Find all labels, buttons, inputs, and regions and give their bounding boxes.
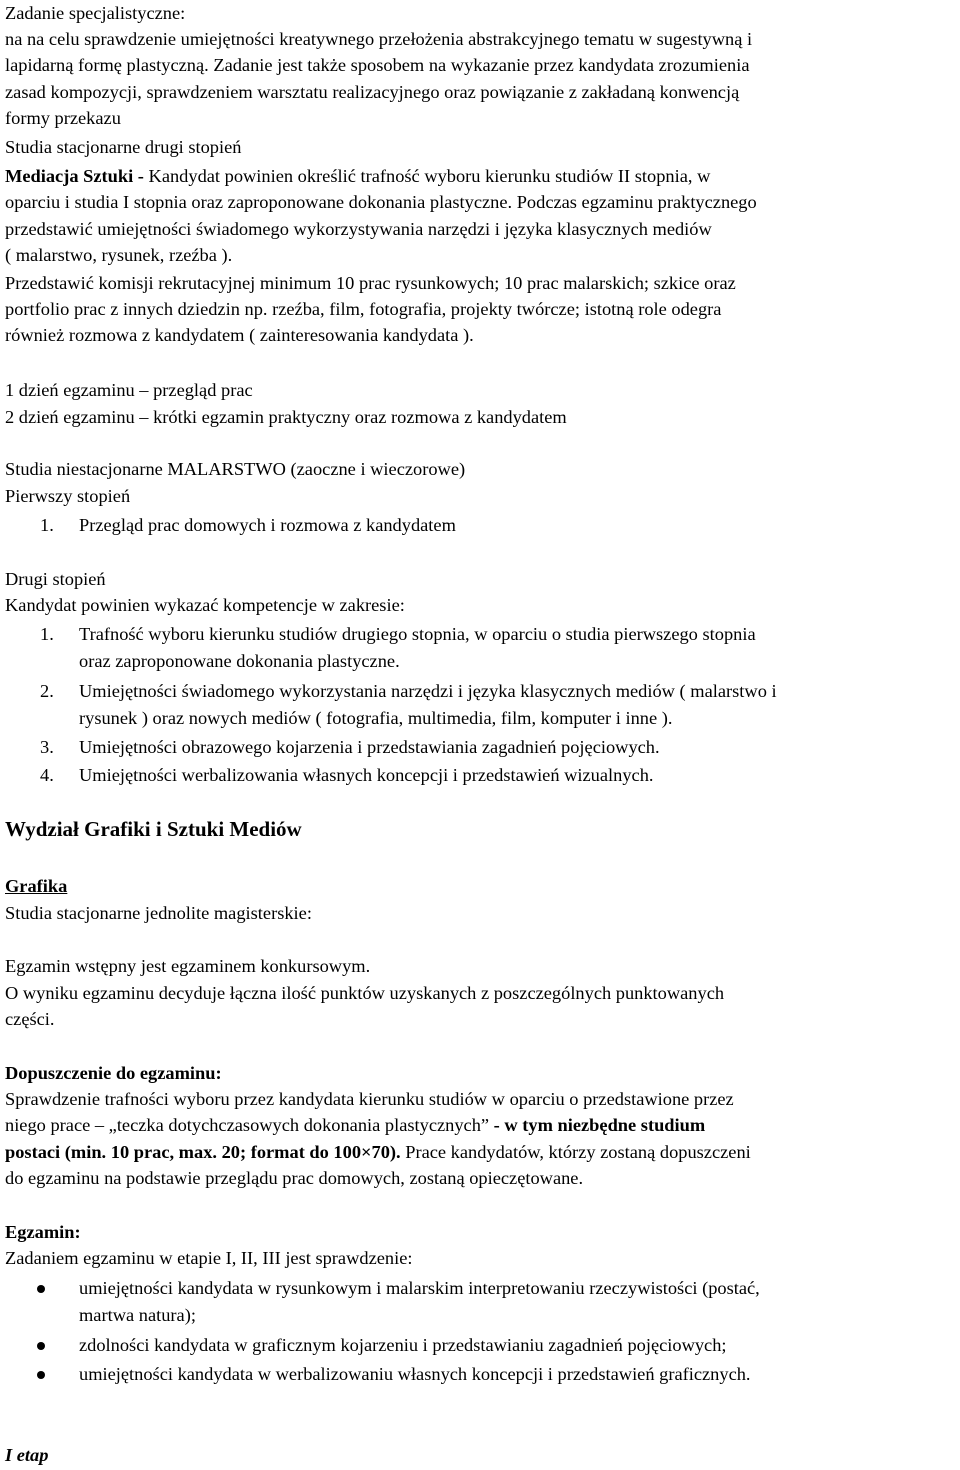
list-number: 2.	[40, 681, 54, 701]
admission-text: niego prace – „teczka dotychczasowych dokonania plastycznych”	[5, 1115, 490, 1135]
list-item: Umiejętności świadomego wykorzystania narzędzi i języka klasycznych mediów ( malarstwo i	[79, 681, 777, 701]
admission-line	[5, 1139, 751, 1165]
exam-bullet-item: zdolności kandydata w graficznym kojarzeniu i przedstawianiu zagadnień pojęciowych;	[79, 1335, 727, 1355]
paragraph-line: ( malarstwo, rysunek, rzeźba ).	[5, 245, 233, 265]
exam-day-2: 2 dzień egzaminu – krótki egzamin praktyczny oraz rozmowa z kandydatem	[5, 407, 567, 427]
second-level-label: Drugi stopień	[5, 569, 106, 589]
admission-line: do egzaminu na podstawie przeglądu prac domowych, zostaną opieczętowane.	[5, 1168, 584, 1188]
admission-line: Sprawdzenie trafności wyboru przez kandydata kierunku studiów w oparciu o przedstawione przez	[5, 1089, 734, 1109]
task-text-line: lapidarną formę plastyczną. Zadanie jest także sposobem na wykazanie przez kandydata zrozumienia	[5, 55, 750, 75]
mediacja-line	[5, 163, 710, 189]
list-item: Umiejętności obrazowego kojarzenia i przedstawiania zagadnień pojęciowych.	[79, 737, 660, 757]
list-number: 1.	[40, 515, 54, 535]
admission-bold-text: postaci (min. 10 prac, max. 20; format do 100×70).	[5, 1142, 401, 1162]
exam-bullet-item: umiejętności kandydata w werbalizowaniu własnych koncepcji i przedstawień graficznych.	[79, 1364, 751, 1384]
task-heading: Zadanie specjalistyczne:	[5, 3, 186, 23]
result-line: O wyniku egzaminu decyduje łączna ilość punktów uzyskanych z poszczególnych punktowanych	[5, 983, 725, 1003]
paragraph-line: oparciu i studia I stopnia oraz zaproponowane dokonania plastyczne. Podczas egzaminu praktycznego	[5, 192, 757, 212]
exam-day-1: 1 dzień egzaminu – przegląd prac	[5, 380, 253, 400]
bullet-icon	[37, 1285, 45, 1293]
exam-heading: Egzamin:	[5, 1222, 81, 1242]
department-title: Grafika	[5, 876, 68, 896]
result-line: części.	[5, 1009, 55, 1029]
studies-type: Studia stacjonarne jednolite magisterskie:	[5, 903, 312, 923]
first-level-label: Pierwszy stopień	[5, 486, 131, 506]
list-item: Umiejętności werbalizowania własnych koncepcji i przedstawień wizualnych.	[79, 765, 654, 785]
section-heading-part-time: Studia niestacjonarne MALARSTWO (zaoczne i wieczorowe)	[5, 459, 466, 479]
section-heading-stationary-second: Studia stacjonarne drugi stopień	[5, 137, 242, 157]
list-number: 3.	[40, 737, 54, 757]
paragraph-line: Przedstawić komisji rekrutacyjnej minimum 10 prac rysunkowych; 10 prac malarskich; szkice oraz	[5, 273, 736, 293]
admission-line	[5, 1112, 705, 1138]
list-number: 4.	[40, 765, 54, 785]
bullet-icon	[37, 1371, 45, 1379]
exam-bullet-item-continued: martwa natura);	[79, 1305, 196, 1325]
task-text-line: zasad kompozycji, sprawdzeniem warsztatu realizacyjnego oraz powiązanie z zakładaną konwencją	[5, 82, 740, 102]
list-item: Przegląd prac domowych i rozmowa z kandydatem	[79, 515, 456, 535]
paragraph-line: portfolio prac z innych dziedzin np. rzeźba, film, fotografia, projekty twórcze; istotną role odegra	[5, 299, 722, 319]
mediacja-label: Mediacja Sztuki -	[5, 166, 144, 186]
stage-heading: I etap	[5, 1445, 49, 1465]
mediacja-text: Kandydat powinien określić trafność wyboru kierunku studiów II stopnia, w	[143, 166, 711, 186]
list-item: Trafność wyboru kierunku studiów drugiego stopnia, w oparciu o studia pierwszego stopnia	[79, 624, 756, 644]
paragraph-line: również rozmowa z kandydatem ( zainteresowania kandydata ).	[5, 325, 474, 345]
task-text-line: formy przekazu	[5, 108, 121, 128]
exam-bullet-item: umiejętności kandydata w rysunkowym i malarskim interpretowaniu rzeczywistości (postać,	[79, 1278, 760, 1298]
admission-bold-text: - w tym niezbędne studium	[489, 1115, 706, 1135]
admission-heading: Dopuszczenie do egzaminu:	[5, 1063, 222, 1083]
list-item-continued: rysunek ) oraz nowych mediów ( fotografia, multimedia, film, komputer i inne ).	[79, 708, 673, 728]
paragraph-line: przedstawić umiejętności świadomego wykorzystywania narzędzi i języka klasycznych mediów	[5, 219, 712, 239]
list-item-continued: oraz zaproponowane dokonania plastyczne.	[79, 651, 400, 671]
exam-intro: Zadaniem egzaminu w etapie I, II, III jest sprawdzenie:	[5, 1248, 413, 1268]
task-text-line: na na celu sprawdzenie umiejętności kreatywnego przełożenia abstrakcyjnego tematu w sugestywną i	[5, 29, 753, 49]
list-number: 1.	[40, 624, 54, 644]
competence-intro: Kandydat powinien wykazać kompetencje w zakresie:	[5, 595, 405, 615]
admission-text: Prace kandydatów, którzy zostaną dopuszczeni	[400, 1142, 751, 1162]
faculty-title: Wydział Grafiki i Sztuki Mediów	[5, 817, 302, 841]
exam-type-line: Egzamin wstępny jest egzaminem konkursowym.	[5, 956, 371, 976]
bullet-icon	[37, 1342, 45, 1350]
